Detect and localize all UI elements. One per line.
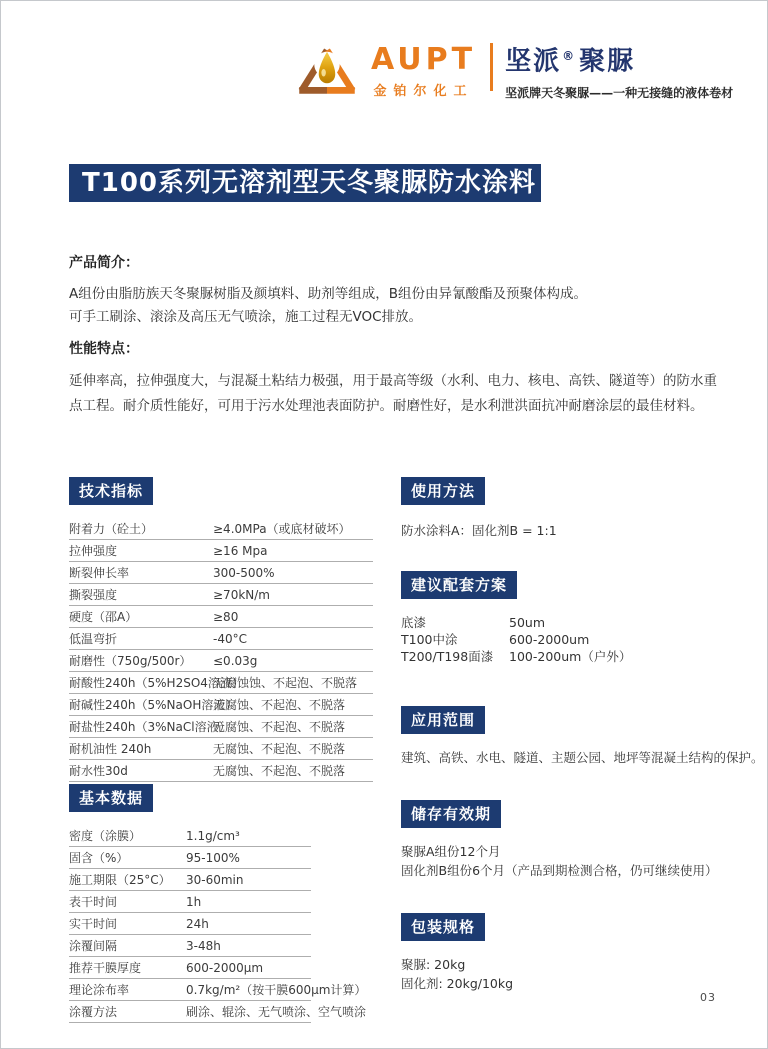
section-packaging <box>401 913 513 993</box>
logo-wordmark: AUPT <box>371 42 477 77</box>
section-basic-data <box>69 784 367 1023</box>
packaging-line: 固化剂: 20kg/10kg <box>401 976 514 991</box>
table-row: 低温弯折 -40°C <box>69 628 373 650</box>
packaging-line: 聚脲: 20kg <box>401 957 466 972</box>
table-row: 表干时间 1h <box>69 891 311 913</box>
section-product-intro <box>69 252 731 329</box>
table-row: 施工期限（25°C） 30-60min <box>69 869 311 891</box>
table-row: 硬度（邵A） ≥80 <box>69 606 373 628</box>
brand-subtitle: 坚派牌天冬聚脲——一种无接缝的液体卷材 <box>505 85 734 100</box>
table-row: 实干时间 24h <box>69 913 311 935</box>
packaging-lines <box>401 955 513 993</box>
section-recommended-system <box>401 571 631 665</box>
basic-data-badge: 基本数据 <box>69 784 153 812</box>
intro-heading: 产品简介： <box>69 255 139 271</box>
company-logo-text <box>371 42 477 99</box>
application-body: 建筑、高铁、水电、隧道、主题公园、地坪等混凝土结构的保护。 <box>401 750 764 765</box>
application-badge: 应用范围 <box>401 706 485 734</box>
table-row: 耐酸性240h（5%H2SO4溶液） 无腐蚀蚀、不起泡、不脱落 <box>69 672 373 694</box>
header-divider <box>490 43 493 91</box>
section-usage <box>401 477 557 539</box>
page-number: 03 <box>700 991 716 1004</box>
table-row: 理论涂布率 0.7kg/m²（按干膜600μm计算） <box>69 979 311 1001</box>
table-row: 耐碱性240h（5%NaOH溶液） 无腐蚀、不起泡、不脱落 <box>69 694 373 716</box>
system-row: T200/T198面漆 100-200um（户外） <box>401 649 632 664</box>
table-row: 固含（%） 95-100% <box>69 847 311 869</box>
brand-title <box>505 41 733 77</box>
features-body: 延伸率高，拉伸强度大，与混凝土粘结力极强，用于最高等级（水利、电力、核电、高铁、隧道等）的防水重点工程。耐介质性能好，可用于污水处理池表面防护。耐磨性好，是水利泄洪面抗冲耐磨涂层的最佳材料。 <box>69 373 717 414</box>
table-row: 耐盐性240h（3%NaCl溶液） 无腐蚀、不起泡、不脱落 <box>69 716 373 738</box>
brand-name-2: 聚脲 <box>579 46 636 77</box>
table-row: 耐水性30d 无腐蚀、不起泡、不脱落 <box>69 760 373 782</box>
storage-badge: 储存有效期 <box>401 800 501 828</box>
usage-body: 防水涂料A：固化剂B = 1:1 <box>401 523 557 538</box>
brand-block <box>505 41 733 101</box>
intro-line: A组份由脂肪族天冬聚脲树脂及颜填料、助剂等组成，B组份由异氰酸酯及预聚体构成。 <box>69 286 587 302</box>
usage-badge: 使用方法 <box>401 477 485 505</box>
table-row: 撕裂强度 ≥70kN/m <box>69 584 373 606</box>
basic-data-table <box>69 825 367 1023</box>
registered-mark: ® <box>562 49 577 63</box>
product-title-banner: T100系列无溶剂型天冬聚脲防水涂料 <box>69 164 541 202</box>
company-name: 金铂尔化工 <box>373 84 474 99</box>
table-row: 耐磨性（750g/500r） ≤0.03g <box>69 650 373 672</box>
intro-line: 可手工刷涂、滚涂及高压无气喷涂，施工过程无VOC排放。 <box>69 309 423 325</box>
recommended-system-rows <box>401 614 631 665</box>
section-tech-specs <box>69 477 373 782</box>
section-storage <box>401 800 718 880</box>
system-row: 底漆 50um <box>401 615 546 630</box>
tech-specs-badge: 技术指标 <box>69 477 153 505</box>
storage-line: 聚脲A组份12个月 <box>401 844 501 859</box>
table-row: 涂覆间隔 3-48h <box>69 935 311 957</box>
intro-body <box>69 283 731 329</box>
tech-specs-table <box>69 518 373 782</box>
packaging-badge: 包装规格 <box>401 913 485 941</box>
table-row: 推荐干膜厚度 600-2000μm <box>69 957 311 979</box>
section-application <box>401 706 764 766</box>
brand-name: 坚派 <box>505 46 562 77</box>
table-row: 涂覆方法 刷涂、辊涂、无气喷涂、空气喷涂 <box>69 1001 311 1023</box>
system-row: T100中涂 600-2000um <box>401 632 590 647</box>
table-row: 密度（涂膜） 1.1g/cm³ <box>69 825 311 847</box>
features-heading: 性能特点： <box>69 341 139 357</box>
storage-line: 固化剂B组份6个月（产品到期检测合格，仍可继续使用） <box>401 863 718 878</box>
page-header <box>297 41 733 101</box>
table-row: 拉伸强度 ≥16 Mpa <box>69 540 373 562</box>
storage-lines <box>401 842 718 880</box>
section-features <box>69 338 727 419</box>
company-logo-icon <box>297 43 357 98</box>
table-row: 耐机油性 240h 无腐蚀、不起泡、不脱落 <box>69 738 373 760</box>
table-row: 附着力（砼土） ≥4.0MPa（或底材破坏） <box>69 518 373 540</box>
recommended-system-badge: 建议配套方案 <box>401 571 517 599</box>
table-row: 断裂伸长率 300-500% <box>69 562 373 584</box>
